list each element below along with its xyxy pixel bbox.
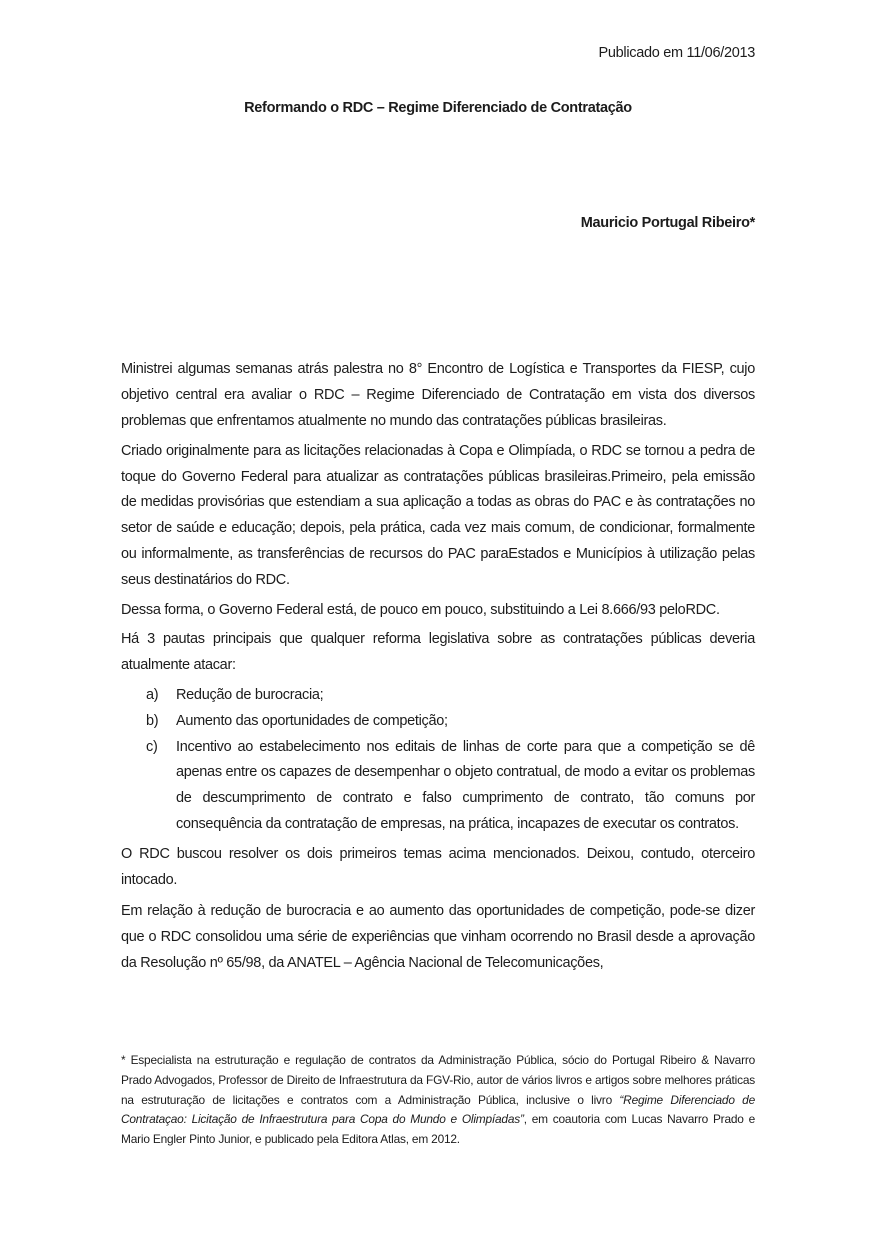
paragraph-2: Criado originalmente para as licitações relacionadas à Copa e Olimpíada, o RDC se tornou a pedra de toque do Governo Federal para atualizar as contratações públicas brasileiras.Primeiro, pela emissão de medidas provisórias que estendiam a sua aplicação a todas as obras do PAC e às contratações no setor de saúde e educação; depois, pela prática, cada vez mais comum, de condicionar, formalmente ou informalmente, as transferências de recursos do PAC paraEstados e Municípios à utilização pelas seus destinatários do RDC. [121, 442, 755, 588]
footnote-book-title: “Regime Diferenciado de Contrataçao: Licitação de Infraestrutura para Copa do Mundo e Olimpíadas” [121, 1092, 755, 1127]
paragraph-4: Há 3 pautas principais que qualquer reforma legislativa sobre as contratações públicas deveria atualmente atacar: [121, 631, 755, 674]
lettered-list [121, 683, 755, 838]
published-date: Publicado em 11/06/2013 [598, 45, 755, 61]
list-item-a [146, 683, 755, 709]
list-item-b-text: Aumento das oportunidades de competição; [176, 712, 448, 729]
list-item-a-text: Redução de burocracia; [176, 686, 324, 703]
author-byline: Mauricio Portugal Ribeiro* [580, 214, 755, 231]
footnote [121, 1051, 755, 1150]
paragraph-6: Em relação à redução de burocracia e ao aumento das oportunidades de competição, pode-se dizer que o RDC consolidou uma série de experiências que vinham ocorrendo no Brasil desde a aprovação da Resolução nº 65/98, da ANATEL – Agência Nacional de Telecomunicações, [121, 903, 755, 971]
footnote-text-before: * Especialista na estruturação e regulação de contratos da Administração Pública, sócio do Portugal Ribeiro & Navarro Prado Advogados, Professor de Direito de Infraestrutura da FGV-Rio, autor de vários livros e artigos sobre melhores práticas na estruturação de licitações e contratos com a Administração Pública, inclusive o livro [121, 1053, 755, 1107]
list-marker-a: a) [146, 686, 159, 703]
paragraph-1: Ministrei algumas semanas atrás palestra no 8° Encontro de Logística e Transportes da FIESP, cujo objetivo central era avaliar o RDC – Regime Diferenciado de Contratação em vista dos diversos problemas que enfrentamos atualmente no mundo das contratações públicas brasileiras. [121, 361, 755, 429]
list-item-c [146, 735, 755, 838]
document-title: Reformando o RDC – Regime Diferenciado de Contratação [244, 99, 632, 116]
list-marker-b: b) [146, 712, 159, 729]
paragraph-3: Dessa forma, o Governo Federal está, de pouco em pouco, substituindo a Lei 8.666/93 peloRDC. [121, 601, 720, 618]
list-marker-c: c) [146, 738, 158, 755]
list-item-b [146, 709, 755, 735]
footnote-text-after: , em coautoria com Lucas Navarro Prado e Mario Engler Pinto Junior, e publicado pela Editora Atlas, em 2012. [121, 1112, 755, 1147]
list-item-c-text: Incentivo ao estabelecimento nos editais de linhas de corte para que a competição se dê apenas entre os capazes de desempenhar o objeto contratual, de modo a evitar os problemas de descumprimento de contrato e falso cumprimento de contrato, tão comuns por consequência da contratação de empresas, na prática, incapazes de executar os contratos. [176, 738, 755, 832]
paragraph-5: O RDC buscou resolver os dois primeiros temas acima mencionados. Deixou, contudo, oterceiro intocado. [121, 845, 755, 888]
